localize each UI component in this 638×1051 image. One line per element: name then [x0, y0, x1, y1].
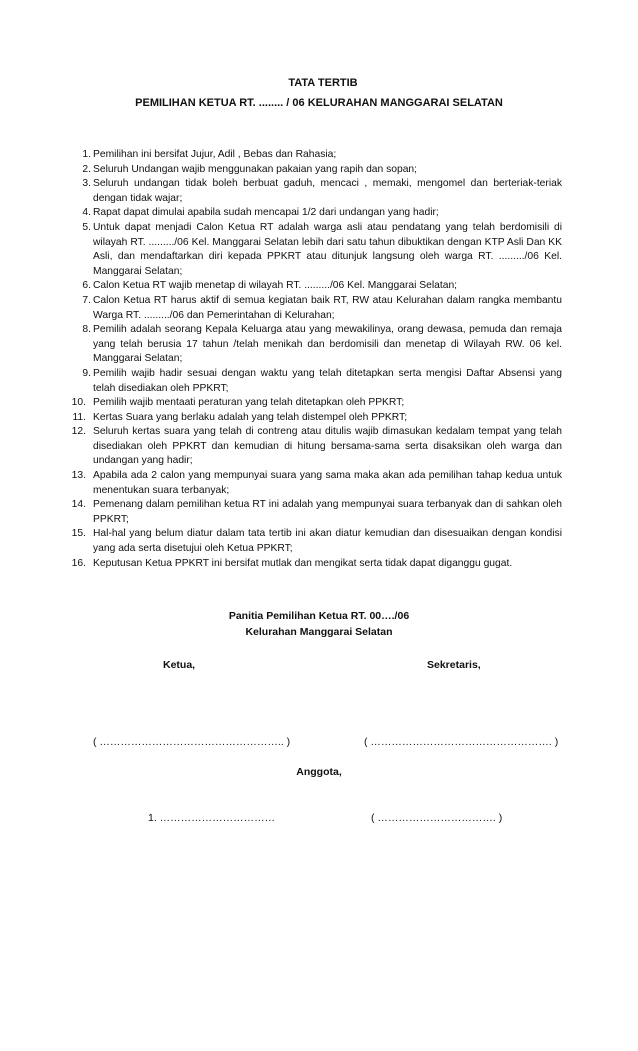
rule-text: Kertas Suara yang berlaku adalah yang telah distempel oleh PPKRT; [93, 411, 408, 423]
rule-text: Seluruh kertas suara yang telah di contreng atau ditulis wajib dimasukan kedalam tempat yang telah disediakan oleh PPKRT dan kemudian di hitung bersama-sama serta disaksikan oleh warga dan undangan yang hadir; [93, 426, 562, 467]
rule-number: 3. [82, 178, 91, 190]
rule-number: 16. [71, 557, 86, 569]
rule-text: Calon Ketua RT harus aktif di semua kegiatan baik RT, RW atau Kelurahan dalam rangka membantu Warga RT. ........./06 dan Pemerintahan di Kelurahan; [93, 294, 562, 321]
rule-item [71, 425, 562, 469]
rule-item [71, 396, 562, 411]
rule-text: Pemilih wajib hadir sesuai dengan waktu yang telah ditetapkan serta mengisi Daftar Absensi yang telah disediakan oleh PPKRT; [93, 367, 562, 394]
document-subtitle: PEMILIHAN KETUA RT. ........ / 06 KELURAHAN MANGGARAI SELATAN [135, 97, 503, 109]
rule-text: Pemenang dalam pemilihan ketua RT ini adalah yang mempunyai suara terbanyak dan di sahkan oleh PPKRT; [93, 499, 562, 525]
rule-number: 14. [71, 499, 86, 511]
rule-item [74, 163, 562, 178]
rule-text: Pemilihan ini bersifat Jujur, Adil , Bebas dan Rahasia; [93, 149, 337, 160]
rule-number: 7. [82, 294, 91, 306]
committee-name: Panitia Pemilihan Ketua RT. 00…./06 [228, 610, 410, 622]
ketua-signature-line: ( …………………………………………….. ) [93, 736, 291, 748]
rule-item [71, 498, 562, 527]
rule-item [74, 221, 562, 279]
rule-text: Seluruh undangan tidak boleh berbuat gaduh, mencaci , memaki, mengomel dan berteriak-teriak dengan tidak wajar; [93, 178, 562, 204]
rule-number: 15. [71, 528, 86, 540]
rule-number: 5. [82, 221, 91, 233]
rule-number: 1. [82, 149, 91, 160]
rule-number: 6. [82, 280, 91, 292]
rule-text: Hal-hal yang belum diatur dalam tata tertib ini akan diatur kemudian dan disesuaikan dengan kondisi yang ada serta disetujui oleh Ketua PPKRT; [93, 528, 562, 555]
rule-item [71, 527, 562, 556]
rule-item [74, 206, 562, 221]
rule-text: Keputusan Ketua PPKRT ini bersifat mutlak dan mengikat serta tidak dapat diganggu gugat. [93, 557, 513, 569]
rule-item [74, 323, 562, 367]
rule-number: 10. [71, 397, 86, 409]
sekretaris-signature-line: ( ……………………………………………. ) [364, 736, 559, 748]
kelurahan-name: Kelurahan Manggarai Selatan [245, 626, 393, 638]
rule-item [71, 557, 562, 572]
anggota-label: Anggota, [296, 766, 342, 778]
rule-item [74, 367, 562, 396]
rule-number: 8. [82, 324, 91, 336]
member-1-name-line: 1. …………………………… [148, 812, 276, 824]
rule-item [74, 148, 562, 163]
rule-number: 9. [82, 367, 91, 379]
rule-item [74, 411, 562, 426]
rule-text: Apabila ada 2 calon yang mempunyai suara yang sama maka akan ada pemilihan tahap kedua untuk menentukan suara terbanyak; [93, 470, 562, 496]
rule-text: Calon Ketua RT wajib menetap di wilayah RT. ........./06 Kel. Manggarai Selatan; [93, 280, 458, 292]
rule-item [74, 279, 562, 294]
rule-text: Seluruh Undangan wajib menggunakan pakaian yang rapih dan sopan; [93, 163, 418, 175]
rule-text: Untuk dapat menjadi Calon Ketua RT adalah warga asli atau pendatang yang telah berdomisili di wilayah RT. ........./06 Kel. Manggarai Selatan lebih dari satu tahun dibuktikan dengan KTP Asli Dan KK Asli, dan mendaftarkan diri kepada PPKRT atau ditunjuk langsung oleh warga RT. ........./06 Kel. Manggarai Selatan; [93, 221, 562, 277]
rule-text: Pemilih adalah seorang Kepala Keluarga atau yang mewakilinya, orang dewasa, pemuda dan remaja yang telah berusia 17 tahun /telah menikah dan berdomisili dan menetap di Wilayah RW. 06 kel. Manggarai Selatan; [93, 324, 562, 365]
rule-text: Pemilih wajib mentaati peraturan yang telah ditetapkan oleh PPKRT; [93, 397, 405, 409]
rule-item [71, 469, 562, 498]
rule-item [74, 294, 562, 323]
sekretaris-label: Sekretaris, [427, 659, 481, 671]
rule-number: 4. [82, 207, 91, 219]
document-title: TATA TERTIB [288, 77, 358, 89]
rules-list [71, 148, 562, 571]
rule-number: 13. [71, 470, 86, 482]
rule-number: 11. [72, 411, 86, 423]
ketua-label: Ketua, [163, 659, 196, 671]
member-1-signature-line: ( ……………………………. ) [371, 812, 503, 824]
rule-item [74, 177, 562, 206]
rule-number: 2. [82, 163, 91, 175]
rule-text: Rapat dapat dimulai apabila sudah mencapai 1/2 dari undangan yang hadir; [93, 207, 439, 219]
rule-number: 12. [71, 426, 86, 438]
